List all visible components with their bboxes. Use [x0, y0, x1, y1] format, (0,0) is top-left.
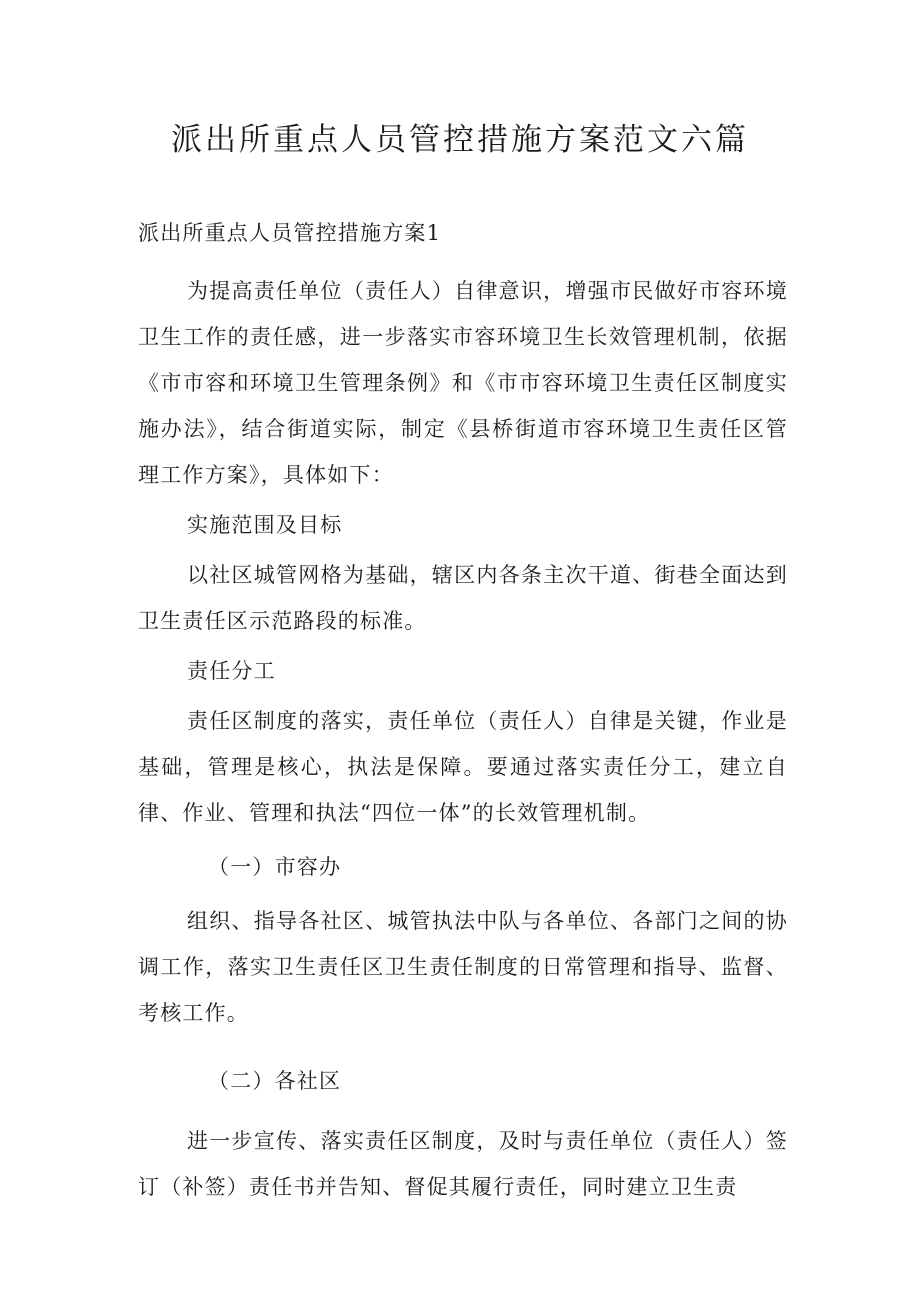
heading-communities: （二）各社区 [208, 1069, 342, 1093]
paragraph-scope: 以社区城管网格为基础，辖区内各条主次干道、街巷全面达到卫生责任区示范路段的标准。 [138, 563, 788, 633]
paragraph-responsibility: 责任区制度的落实，责任单位（责任人）自律是关键，作业是基础，管理是核心，执法是保障。要通过落实责任分工，建立自律、作业、管理和执法“四位一体”的长效管理机制。 [138, 709, 788, 825]
document-body [138, 210, 788, 1210]
paragraph-city-appearance-office: 组织、指导各社区、城管执法中队与各单位、各部门之间的协调工作，落实卫生责任区卫生责任制度的日常管理和指导、监督、考核工作。 [138, 909, 788, 1025]
paragraph-communities: 进一步宣传、落实责任区制度，及时与责任单位（责任人）签订（补签）责任书并告知、督促其履行责任，同时建立卫生责 [138, 1129, 788, 1199]
heading-city-appearance-office: （一）市容办 [208, 855, 342, 879]
heading-scope-and-goals: 实施范围及目标 [187, 513, 343, 537]
paragraph-intro: 为提高责任单位（责任人）自律意识，增强市民做好市容环境卫生工作的责任感，进一步落实市容环境卫生长效管理机制，依据《市市容和环境卫生管理条例》和《市市容环境卫生责任区制度实施办法》，结合街道实际，制定《县桥街道市容环境卫生责任区管理工作方案》，具体如下： [138, 279, 788, 487]
document-title: 派出所重点人员管控措施方案范文六篇 [171, 122, 749, 158]
heading-responsibility-division: 责任分工 [187, 659, 276, 683]
section-title: 派出所重点人员管控措施方案1 [138, 221, 442, 245]
